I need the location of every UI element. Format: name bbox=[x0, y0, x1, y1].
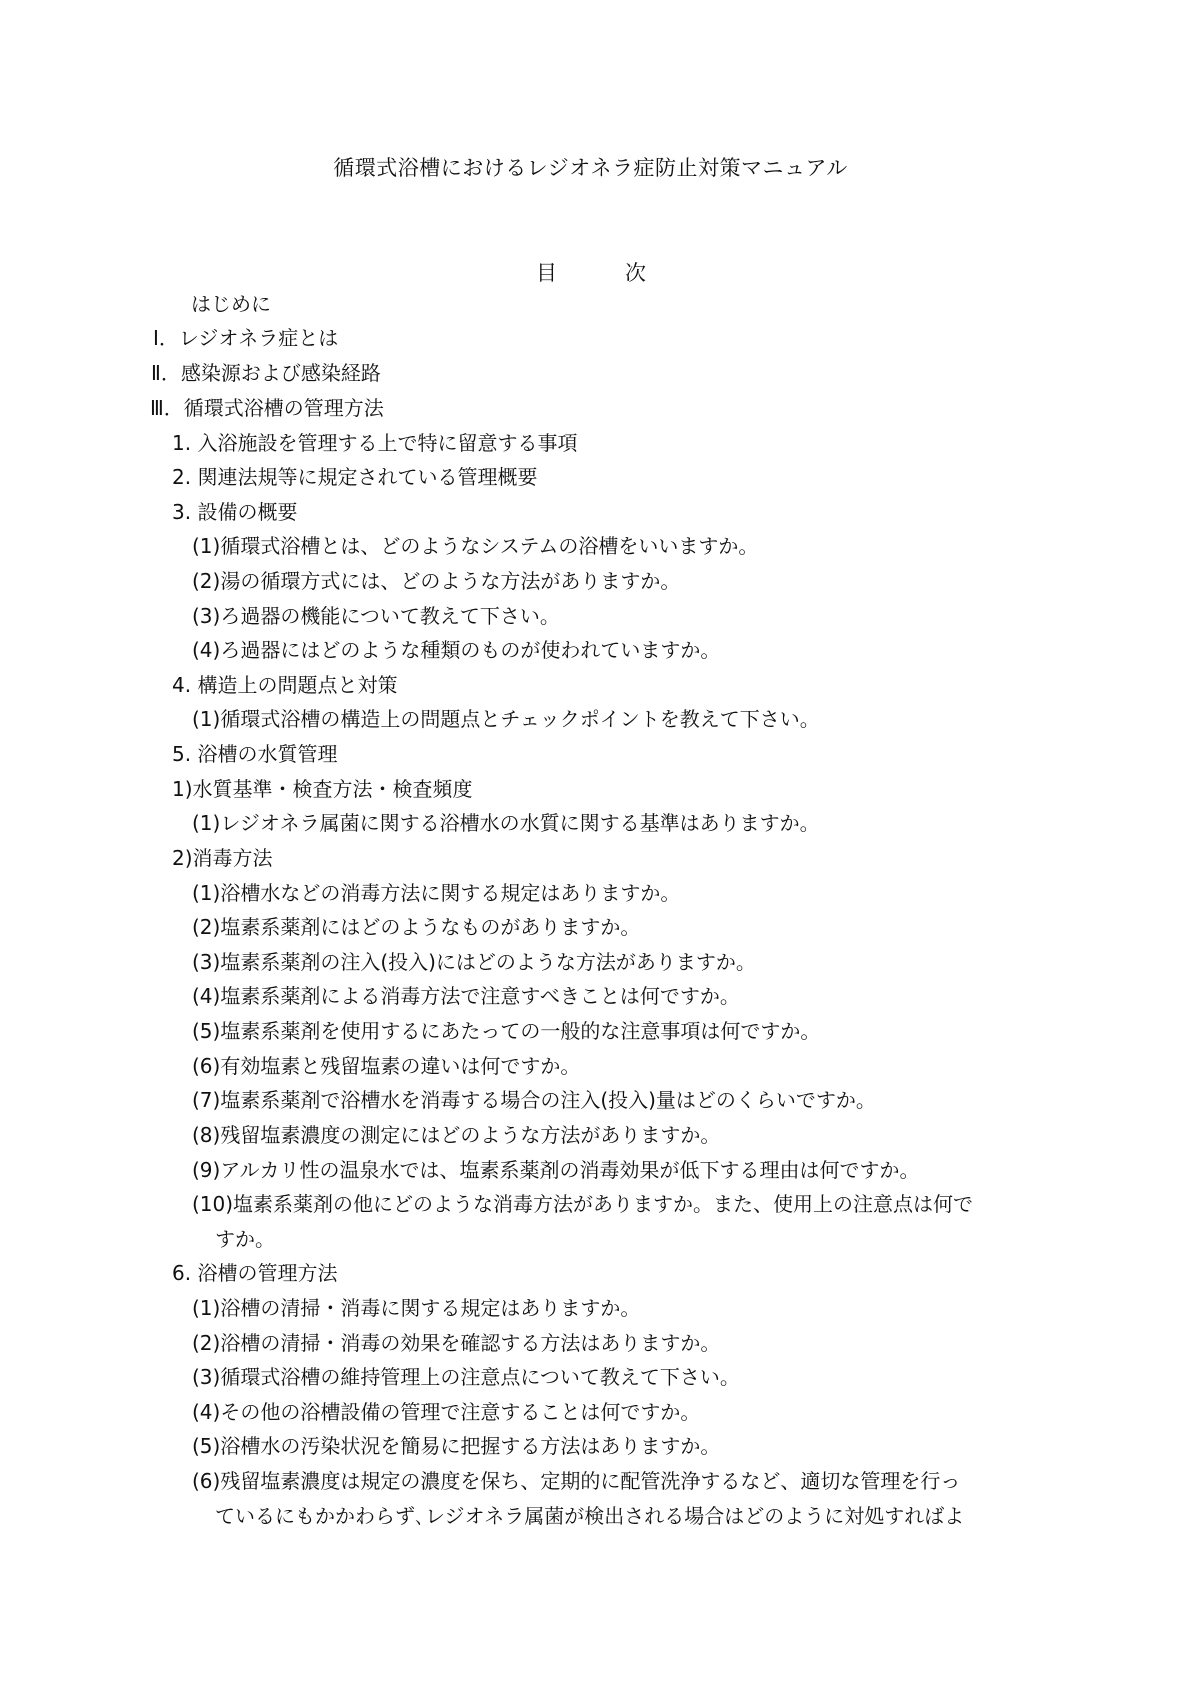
toc-entry: (2)湯の循環方式には、どのような方法がありますか。 bbox=[192, 569, 681, 593]
toc-entry: (10)塩素系薬剤の他にどのような消毒方法がありますか。また、使用上の注意点は何で bbox=[192, 1192, 974, 1216]
toc-entry: (7)塩素系薬剤で浴槽水を消毒する場合の注入(投入)量はどのくらいですか。 bbox=[192, 1088, 876, 1112]
toc-entry: (1)循環式浴槽とは、どのようなシステムの浴槽をいいますか。 bbox=[192, 534, 759, 558]
toc-entry: (5)塩素系薬剤を使用するにあたっての一般的な注意事項は何ですか。 bbox=[192, 1019, 821, 1043]
toc-entry: (4)塩素系薬剤による消毒方法で注意すべきことは何ですか。 bbox=[192, 984, 740, 1008]
toc-entry: (6)有効塩素と残留塩素の違いは何ですか。 bbox=[192, 1054, 581, 1078]
toc-entry: 5. 浴槽の水質管理 bbox=[172, 742, 338, 766]
toc-entry: (2)塩素系薬剤にはどのようなものがありますか。 bbox=[192, 915, 641, 939]
toc-entry: (9)アルカリ性の温泉水では、塩素系薬剤の消毒効果が低下する理由は何ですか。 bbox=[192, 1158, 920, 1182]
toc-heading-char-1: 目 bbox=[536, 261, 557, 285]
toc-entry: (1)レジオネラ属菌に関する浴槽水の水質に関する基準はありますか。 bbox=[192, 811, 820, 835]
toc-entry: すか。 bbox=[215, 1227, 275, 1251]
document-title: 循環式浴槽におけるレジオネラ症防止対策マニュアル bbox=[333, 156, 848, 180]
toc-entry: Ⅲ．循環式浴槽の管理方法 bbox=[150, 396, 384, 420]
toc-entry: Ⅱ．感染源および感染経路 bbox=[151, 361, 381, 385]
toc-entry: (8)残留塩素濃度の測定にはどのような方法がありますか。 bbox=[192, 1123, 721, 1147]
toc-entry: (3)循環式浴槽の維持管理上の注意点について教えて下さい。 bbox=[192, 1365, 740, 1389]
toc-entry: (2)浴槽の清掃・消毒の効果を確認する方法はありますか。 bbox=[192, 1331, 721, 1355]
toc-entry: 6. 浴槽の管理方法 bbox=[172, 1261, 338, 1285]
toc-entry: (4)ろ過器にはどのような種類のものが使われていますか。 bbox=[192, 638, 721, 662]
toc-entry: (4)その他の浴槽設備の管理で注意することは何ですか。 bbox=[192, 1400, 701, 1424]
toc-entry: 4. 構造上の問題点と対策 bbox=[172, 673, 398, 697]
toc-entry: (1)浴槽の清掃・消毒に関する規定はありますか。 bbox=[192, 1296, 641, 1320]
toc-entry: (5)浴槽水の汚染状況を簡易に把握する方法はありますか。 bbox=[192, 1434, 721, 1458]
toc-entry: 1)水質基準・検査方法・検査頻度 bbox=[172, 777, 473, 801]
toc-entry: 2)消毒方法 bbox=[172, 846, 273, 870]
toc-entry: (1)浴槽水などの消毒方法に関する規定はありますか。 bbox=[192, 881, 681, 905]
toc-entry: 3. 設備の概要 bbox=[172, 500, 298, 524]
toc-entry: (6)残留塩素濃度は規定の濃度を保ち、定期的に配管洗浄するなど、適切な管理を行っ bbox=[192, 1469, 961, 1493]
toc-entry: 1. 入浴施設を管理する上で特に留意する事項 bbox=[172, 431, 578, 455]
toc-entry: ているにもかかわらず､レジオネラ属菌が検出される場合はどのように対処すればよ bbox=[215, 1504, 965, 1528]
toc-entry: 2. 関連法規等に規定されている管理概要 bbox=[172, 465, 538, 489]
toc-entry: はじめに bbox=[191, 292, 271, 316]
toc-entry: Ⅰ．レジオネラ症とは bbox=[153, 326, 339, 350]
toc-entry: (3)塩素系薬剤の注入(投入)にはどのような方法がありますか。 bbox=[192, 950, 756, 974]
toc-entry: (3)ろ過器の機能について教えて下さい。 bbox=[192, 604, 560, 628]
toc-entry: (1)循環式浴槽の構造上の問題点とチェックポイントを教えて下さい。 bbox=[192, 707, 820, 731]
toc-heading-char-2: 次 bbox=[625, 261, 646, 285]
toc-heading bbox=[536, 257, 646, 287]
